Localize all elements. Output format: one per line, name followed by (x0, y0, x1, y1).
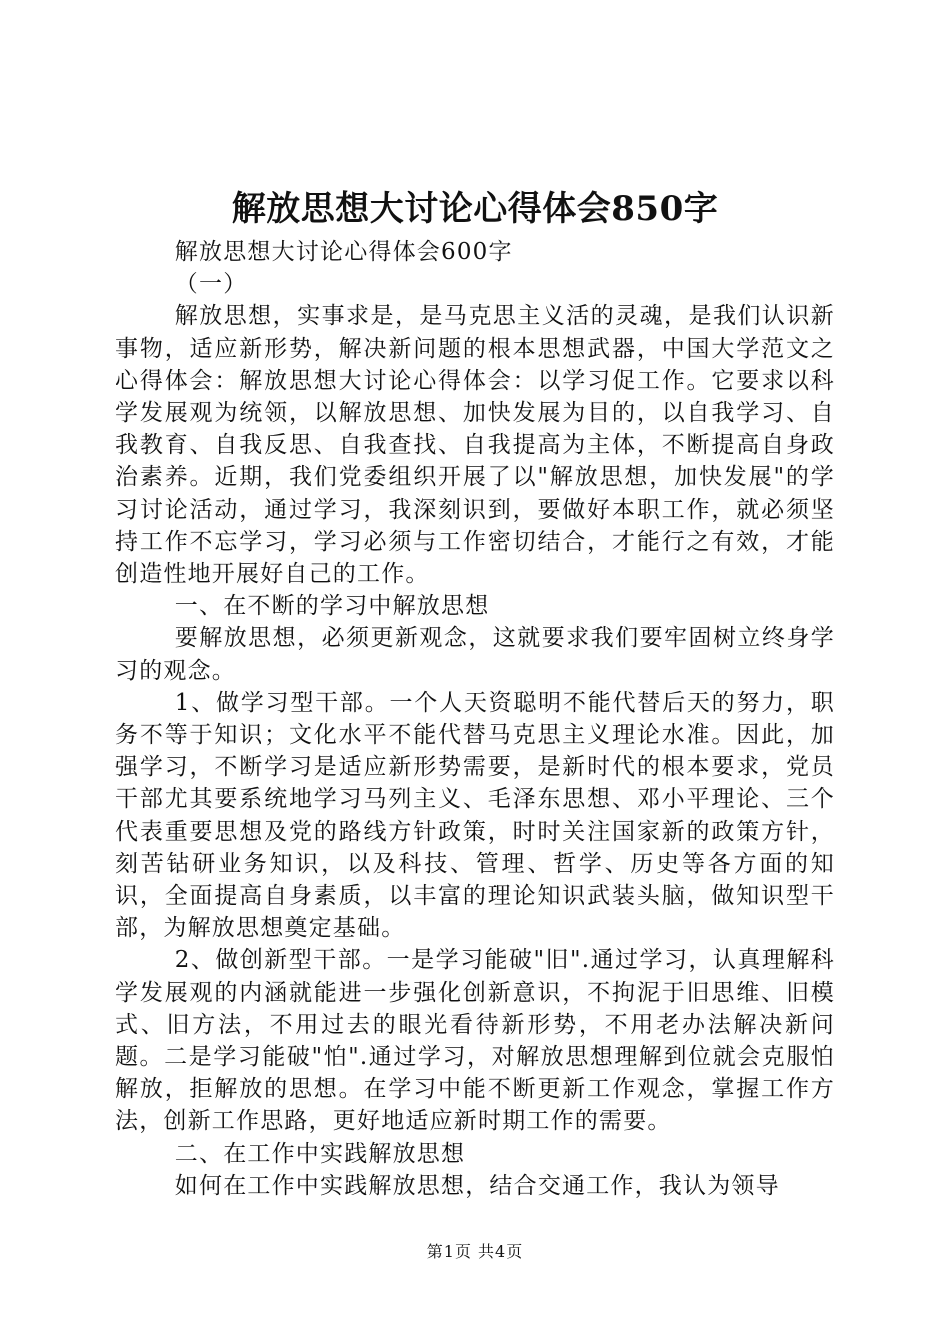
document-title: 解放思想大讨论心得体会850字 (231, 189, 719, 229)
body-paragraph: 2、做创新型干部。一是学习能破"旧".通过学习，认真理解科学发展观的内涵就能进一步强化创新意识，不拘泥于旧思维、旧模式、旧方法，不用过去的眼光看待新形势，不用老办法解决新问题。二是学习能破"怕".通过学习，对解放思想理解到位就会克服怕解放，拒解放的思想。在学习中能不断更新工作观念，掌握工作方法，创新工作思路，更好地适应新时期工作的需要。 (115, 947, 835, 1135)
subtitle-paragraph: 解放思想大讨论心得体会600字 (174, 239, 513, 265)
page-footer: 第1页 共4页 (426, 1242, 524, 1261)
section-heading: 二、在工作中实践解放思想 (174, 1140, 466, 1167)
section-heading: 一、在不断的学习中解放思想 (174, 593, 490, 620)
body-paragraph: 如何在工作中实践解放思想，结合交通工作，我认为领导 (174, 1172, 780, 1199)
body-paragraph: 解放思想，实事求是，是马克思主义活的灵魂，是我们认识新事物，适应新形势，解决新问题的根本思想武器，中国大学范文之心得体会：解放思想大讨论心得体会：以学习促工作。它要求以科学发展观为统领，以解放思想、加快发展为目的，以自我学习、自我教育、自我反思、自我查找、自我提高为主体，不断提高自身政治素养。近期，我们党委组织开展了以"解放思想，加快发展"的学习讨论活动，通过学习，我深刻识到，要做好本职工作，就必须坚持工作不忘学习，学习必须与工作密切结合，才能行之有效，才能创造性地开展好自己的工作。 (115, 303, 835, 588)
document-body (115, 236, 835, 1202)
body-paragraph: 要解放思想，必须更新观念，这就要求我们要牢固树立终身学习的观念。 (115, 625, 835, 684)
section-number: （一） (174, 271, 248, 298)
body-paragraph: 1、做学习型干部。一个人天资聪明不能代替后天的努力，职务不等于知识；文化水平不能代替马克思主义理论水准。因此，加强学习，不断学习是适应新形势需要，是新时代的根本要求，党员干部尤其要系统地学习马列主义、毛泽东思想、邓小平理论、三个代表重要思想及党的路线方针政策，时时关注国家新的政策方针，刻苦钻研业务知识，以及科技、管理、哲学、历史等各方面的知识，全面提高自身素质，以丰富的理论知识武装头脑，做知识型干部，为解放思想奠定基础。 (115, 689, 835, 942)
